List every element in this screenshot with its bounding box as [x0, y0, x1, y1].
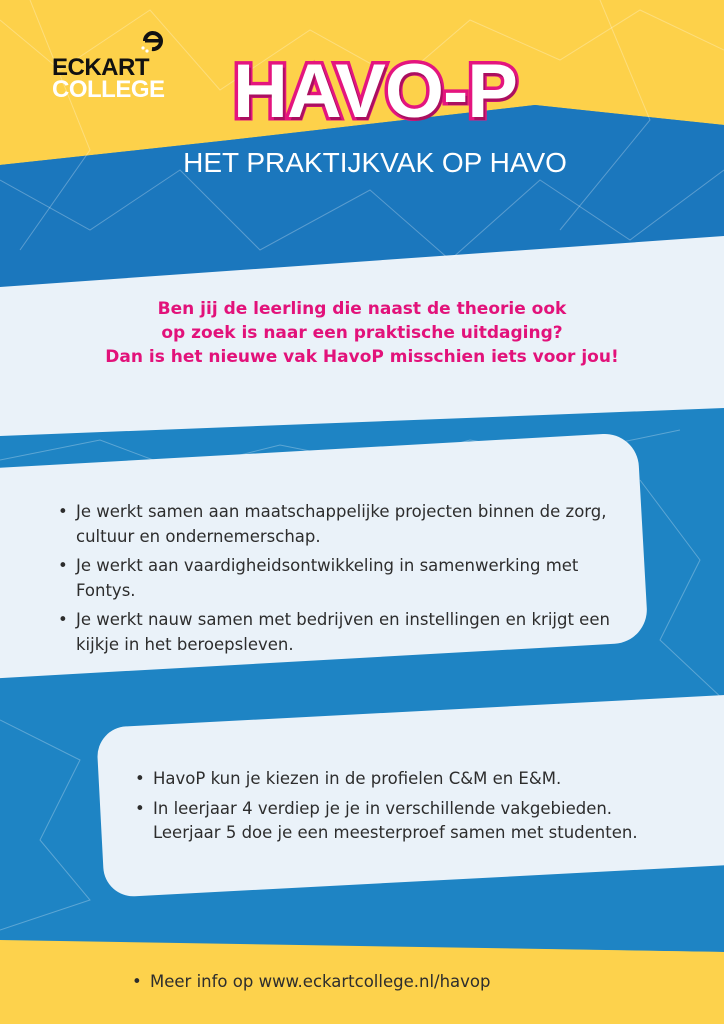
- intro-line: Dan is het nieuwe vak HavoP misschien iets voor jou!: [105, 347, 619, 367]
- eckart-e-icon: [138, 28, 166, 54]
- page-subtitle: HET PRAKTIJKVAK OP HAVO: [183, 147, 567, 178]
- logo-text-eckart: ECKART: [52, 54, 149, 81]
- list-item: • Je werkt samen aan maatschappelijke projecten binnen de zorg, cultuur en ondernemerschap.: [56, 500, 616, 549]
- list-item: • HavoP kun je kiezen in de profielen C&M en E&M.: [133, 767, 723, 792]
- footer: [130, 970, 690, 1000]
- intro-text: [0, 297, 724, 369]
- list-item: • Je werkt nauw samen met bedrijven en instellingen en krijgt een kijkje in het beroepsleven.: [56, 608, 616, 657]
- page-title: HAVO-P: [233, 49, 517, 134]
- logo-text-college: COLLEGE: [52, 76, 165, 103]
- intro-line: Ben jij de leerling die naast de theorie ook: [157, 299, 567, 319]
- list-item: • Je werkt aan vaardigheidsontwikkeling in samenwerking met Fontys.: [56, 554, 616, 603]
- profile-list: [133, 767, 723, 851]
- list-item: • In leerjaar 4 verdiep je je in verschillende vakgebieden. Leerjaar 5 doe je een meesterproef samen met studenten.: [133, 797, 673, 846]
- intro-line: op zoek is naar een praktische uitdaging?: [161, 323, 563, 343]
- more-info-link[interactable]: • Meer info op www.eckartcollege.nl/havop: [130, 970, 690, 995]
- feature-list: [56, 500, 616, 662]
